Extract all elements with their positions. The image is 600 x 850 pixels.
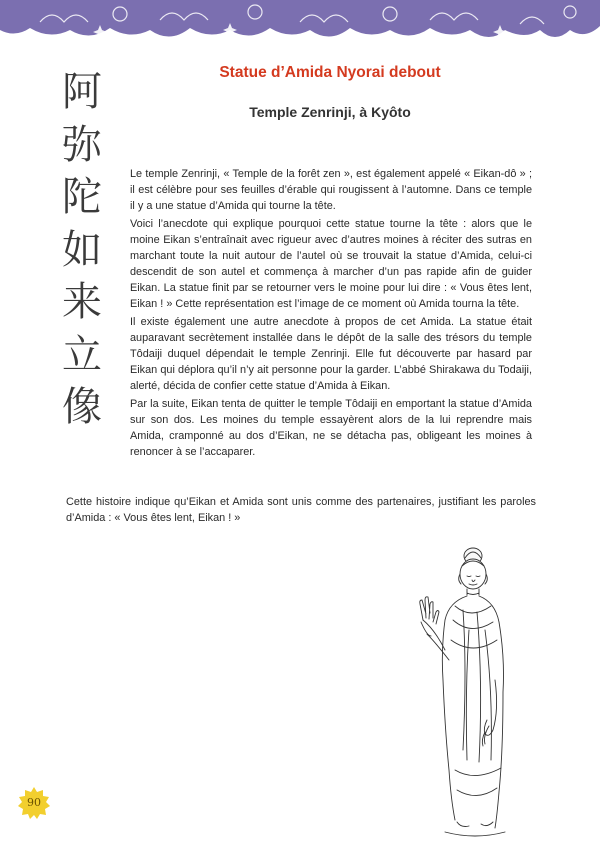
kanji-character: 陀 [62,174,102,220]
article-body [130,166,532,462]
page-subtitle: Temple Zenrinji, à Kyôto [249,104,411,120]
page-number: 90 [27,796,41,809]
kanji-character: 来 [62,279,102,325]
kanji-character: 弥 [62,121,102,168]
paragraph: Par la suite, Eikan tenta de quitter le temple Tôdaiji en emportant la statue d’Amida sur son dos. Les moines du temple essayèrent alors de la lui reprendre mais Amida, cramponné au dos d’Eikan, ne se détacha pas, obligeant les moines à renoncer à se l’accaparer. [130,398,532,458]
kanji-character: 立 [62,331,102,378]
kanji-character: 如 [62,226,102,273]
paragraph: Voici l’anecdote qui explique pourquoi cette statue tourne la tête : alors que le moine Eikan s’entraînait avec rigueur avec d’autres moines à réciter des sutras en marchant toute la nuit autour de l’autel où se trouvait la statue d’Amida, celui-ci descendit de son autel et commença à marcher d’un pas rapide afin de guider Eikan. La statue finit par se retourner vers le moine pour lui dire : « Vous êtes lent, Eikan ! » Cette représentation est l’image de ce moment où Amida tourna la tête. [130,218,532,310]
kanji-character: 阿 [62,69,102,115]
decorative-banner [0,0,600,44]
paragraph: Le temple Zenrinji, « Temple de la forêt zen », est également appelé « Eikan-dô » ; il est célèbre pour ses feuilles d’érable qui rougissent à l’automne. Dans ce temple il y a une statue d’Amida qui tourne la tête. [130,168,532,212]
kanji-title-column [52,66,112,434]
page-title: Statue d’Amida Nyorai debout [219,64,441,81]
closing-paragraph: Cette histoire indique qu’Eikan et Amida sont unis comme des partenaires, justifiant les paroles d’Amida : « Vous êtes lent, Eikan ! » [66,496,536,524]
amida-statue-illustration [405,540,515,840]
kanji-character: 像 [62,384,102,430]
paragraph: Il existe également une autre anecdote à propos de cet Amida. La statue était auparavant secrètement installée dans le dépôt de la salle des trésors du temple Tôdaiji duquel dépendait le temple Zenrinji. Elle fut découverte par hasard par Eikan qui déplora qu’il n’y ait personne pour la garder. L’abbé Shirakawa du Todaiji, alerté, décida de confier cette statue d’Amida à Eikan. [130,316,532,392]
